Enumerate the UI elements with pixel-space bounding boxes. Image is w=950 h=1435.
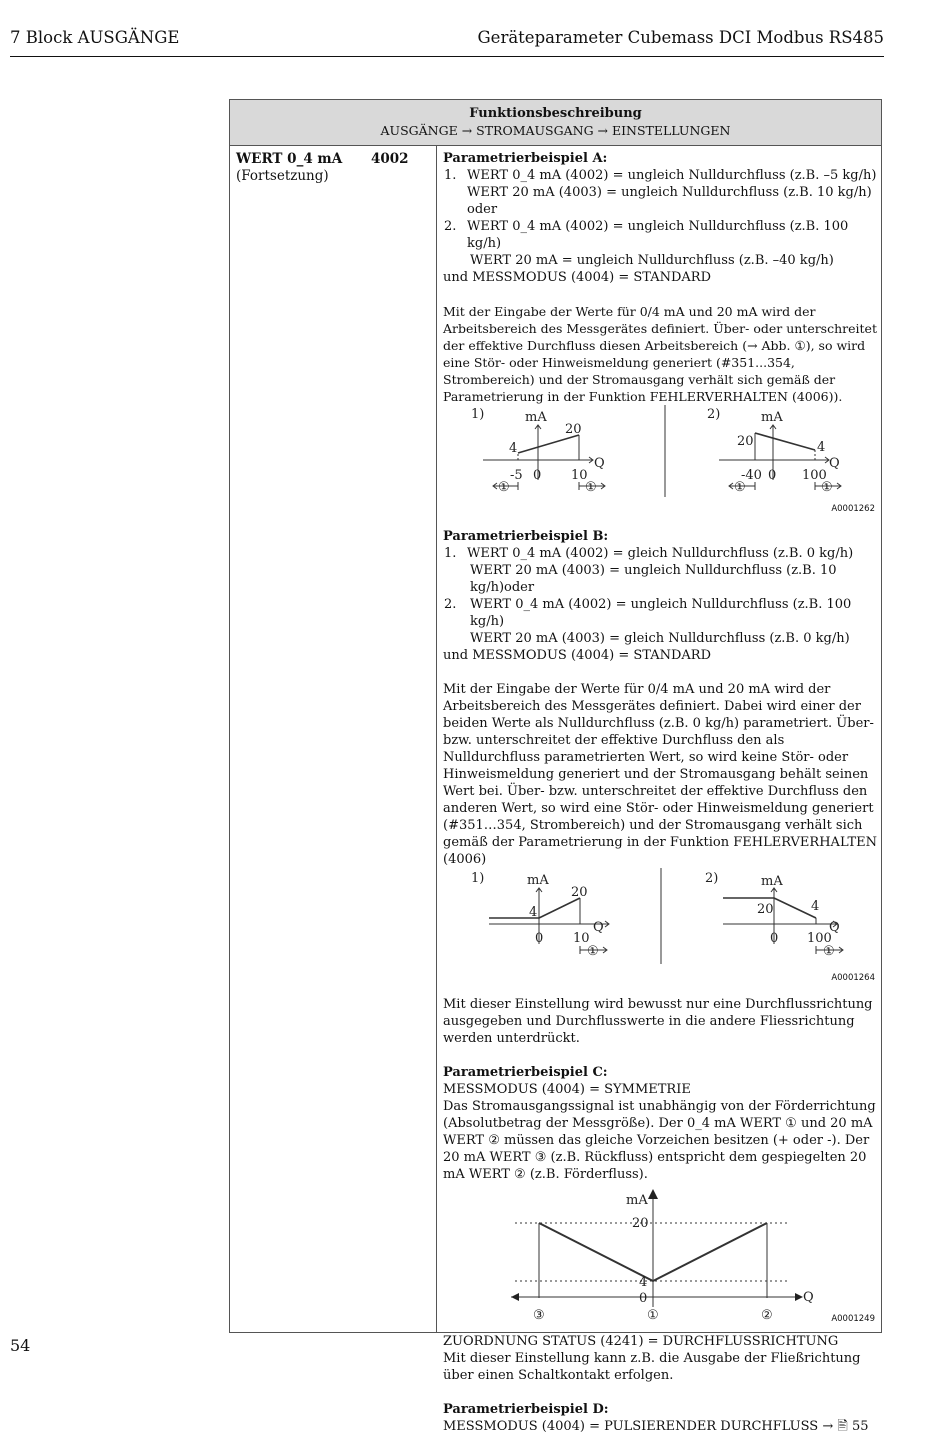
value-label: 4 bbox=[529, 905, 538, 920]
tick-label: 0 bbox=[535, 931, 544, 946]
y-axis-label: mA bbox=[527, 873, 549, 888]
example-d-title: Parametrierbeispiel D: bbox=[443, 1402, 609, 1417]
description-cell bbox=[443, 150, 879, 1435]
example-a-paragraph: Mit der Eingabe der Werte für 0/4 mA und 20 mA wird der Arbeitsbereich des Messgerätes definiert. Über- oder unterschreitet der effektive Durchfluss diesen Arbeitsbereich (→ Abb. ①), so wird eine Stör- oder Hinweismeldung generiert (#351...354, Strombereich) und der Stromausgang verhält sich gemäß der Parametrierung in der Funktion FEHLERVERHALTEN (4006)). bbox=[443, 304, 877, 404]
example-b-mode: und MESSMODUS (4004) = STANDARD bbox=[443, 648, 712, 663]
range-marker: ① bbox=[821, 480, 833, 495]
column-divider bbox=[436, 146, 437, 1332]
item-line: WERT 20 mA (4003) = gleich Nulldurchfluss (z.B. 0 kg/h) bbox=[470, 631, 850, 646]
panel-1-label: 1) bbox=[471, 871, 485, 886]
parameter-cell bbox=[236, 151, 409, 185]
item-line: WERT 20 mA = ungleich Nulldurchfluss (z.B. –40 kg/h) bbox=[470, 253, 834, 268]
parameter-name: WERT 0_4 mA bbox=[236, 151, 343, 167]
figure-b-diagram bbox=[443, 868, 879, 996]
figure-a-diagram bbox=[443, 405, 879, 525]
value-label: 20 bbox=[632, 1216, 649, 1231]
example-a-item-2 bbox=[443, 218, 879, 269]
y-axis-label: mA bbox=[761, 874, 783, 889]
example-c-mode: MESSMODUS (4004) = SYMMETRIE bbox=[443, 1082, 691, 1097]
range-marker: ① bbox=[587, 944, 599, 959]
example-c-paragraph: Das Stromausgangssignal ist unabhängig von der Förderrichtung (Absolutbetrag der Messgröße). Der 0_4 mA WERT ① und 20 mA WERT ② müssen das gleiche Vorzeichen besitzen (+ oder -). Der 20 mA WERT ③ (z.B. Rückfluss) entspricht dem gespiegelten 20 mA WERT ② (z.B. Förderfluss). bbox=[443, 1099, 876, 1182]
value-label: 4 bbox=[509, 441, 518, 456]
panel-1-label: 1) bbox=[471, 407, 485, 422]
page-number: 54 bbox=[10, 1336, 31, 1355]
item-line: WERT 0_4 mA (4002) = ungleich Nulldurchfluss (z.B. 100 kg/h) bbox=[467, 219, 849, 251]
tick-label: 0 bbox=[770, 931, 779, 946]
parameter-code: 4002 bbox=[371, 151, 409, 167]
value-label: 0 bbox=[639, 1291, 648, 1306]
figure-b bbox=[443, 868, 879, 996]
item-line: WERT 20 mA (4003) = ungleich Nulldurchfluss (z.B. 10 kg/h) oder bbox=[467, 185, 872, 217]
example-b-title: Parametrierbeispiel B: bbox=[443, 529, 609, 544]
marker-2: ② bbox=[761, 1308, 773, 1323]
example-b-item-2 bbox=[443, 596, 879, 647]
tick-label: 100 bbox=[802, 468, 827, 483]
tick-label: 10 bbox=[573, 931, 590, 946]
value-label: 20 bbox=[737, 434, 754, 449]
page-header-right: Geräteparameter Cubemass DCI Modbus RS485 bbox=[477, 28, 884, 47]
y-axis-label: mA bbox=[525, 410, 547, 425]
value-label: 20 bbox=[757, 902, 774, 917]
marker-3: ③ bbox=[533, 1308, 545, 1323]
tick-label: 0 bbox=[768, 468, 777, 483]
range-marker: ① bbox=[734, 480, 746, 495]
tick-label: 100 bbox=[807, 931, 832, 946]
example-d-mode: MESSMODUS (4004) = PULSIERENDER DURCHFLUSS → 🖹 55 bbox=[443, 1419, 869, 1434]
item-line: WERT 0_4 mA (4002) = gleich Nulldurchfluss (z.B. 0 kg/h) bbox=[467, 546, 854, 561]
tick-label: -5 bbox=[510, 468, 523, 483]
figure-id: A0001249 bbox=[831, 1314, 875, 1324]
item-number: 2. bbox=[444, 219, 457, 234]
item-number: 1. bbox=[444, 546, 457, 561]
table-header bbox=[230, 100, 881, 146]
item-number: 2. bbox=[444, 597, 457, 612]
example-a-title: Parametrierbeispiel A: bbox=[443, 151, 608, 166]
example-a-mode: und MESSMODUS (4004) = STANDARD bbox=[443, 270, 712, 285]
panel-2-label: 2) bbox=[707, 407, 721, 422]
tick-label: -40 bbox=[741, 468, 762, 483]
tick-label: 0 bbox=[533, 468, 542, 483]
example-a-item-1 bbox=[443, 167, 879, 218]
item-number: 1. bbox=[444, 168, 457, 183]
header-rule bbox=[10, 56, 884, 57]
example-b-paragraph: Mit der Eingabe der Werte für 0/4 mA und 20 mA wird der Arbeitsbereich des Messgerätes definiert. Dabei wird einer der beiden Werte als Nulldurchfluss (z.B. 0 kg/h) parametriert. Über- bzw. unterschreitet der effektive Durchfluss den als Nulldurchfluss parametrierten Wert, so wird keine Stör- oder Hinweismeldung generiert und der Stromausgang behält seinen Wert bei. Über- bzw. unterschreitet der effektive Durchfluss den anderen Wert, so wird eine Stör- oder Hinweismeldung generiert (#351…354, Strombereich) und der Stromausgang verhält sich gemäß der Parametrierung in der Funktion FEHLERVERHALTEN (4006) bbox=[443, 682, 878, 867]
table-header-path: AUSGÄNGE → STROMAUSGANG → EINSTELLUNGEN bbox=[380, 123, 731, 138]
range-marker: ① bbox=[823, 944, 835, 959]
x-axis-label: Q bbox=[594, 456, 605, 471]
function-table bbox=[229, 99, 882, 1434]
value-label: 20 bbox=[565, 422, 582, 437]
example-c-title: Parametrierbeispiel C: bbox=[443, 1065, 608, 1080]
page-header-left: 7 Block AUSGÄNGE bbox=[10, 28, 180, 47]
y-axis-label: mA bbox=[626, 1193, 648, 1208]
panel-2-label: 2) bbox=[705, 871, 719, 886]
y-axis-label: mA bbox=[761, 410, 783, 425]
tick-label: 10 bbox=[571, 468, 588, 483]
table-header-title: Funktionsbeschreibung bbox=[469, 106, 642, 121]
value-label: 4 bbox=[639, 1275, 648, 1290]
value-label: 4 bbox=[811, 899, 820, 914]
figure-c-diagram bbox=[443, 1183, 879, 1333]
example-b-item-1 bbox=[443, 545, 879, 596]
example-b-after: Mit dieser Einstellung wird bewusst nur eine Durchflussrichtung ausgegeben und Durchflusswerte in die andere Fliessrichtung werden unterdrückt. bbox=[443, 997, 873, 1046]
x-axis-label: Q bbox=[593, 920, 604, 935]
x-axis-label: Q bbox=[829, 456, 840, 471]
range-marker: ① bbox=[585, 480, 597, 495]
figure-id: A0001262 bbox=[831, 504, 875, 514]
figure-c bbox=[443, 1183, 879, 1333]
x-axis-label: Q bbox=[803, 1290, 814, 1305]
figure-id: A0001264 bbox=[831, 973, 875, 983]
item-line: WERT 0_4 mA (4002) = ungleich Nulldurchfluss (z.B. –5 kg/h) bbox=[467, 168, 877, 183]
figure-a bbox=[443, 405, 879, 525]
range-marker: ① bbox=[498, 480, 510, 495]
example-c-status-text: Mit dieser Einstellung kann z.B. die Ausgabe der Fließrichtung über einen Schaltkontakt erfolgen. bbox=[443, 1351, 861, 1383]
value-label: 4 bbox=[817, 440, 826, 455]
x-axis-label: Q bbox=[829, 920, 840, 935]
item-line: WERT 0_4 mA (4002) = ungleich Nulldurchfluss (z.B. 100 kg/h) bbox=[470, 597, 852, 629]
example-c-status: ZUORDNUNG STATUS (4241) = DURCHFLUSSRICHTUNG bbox=[443, 1334, 839, 1349]
item-line: WERT 20 mA (4003) = ungleich Nulldurchfluss (z.B. 10 kg/h)oder bbox=[470, 563, 837, 595]
value-label: 20 bbox=[571, 885, 588, 900]
parameter-note: (Fortsetzung) bbox=[236, 168, 329, 184]
marker-1: ① bbox=[647, 1308, 659, 1323]
